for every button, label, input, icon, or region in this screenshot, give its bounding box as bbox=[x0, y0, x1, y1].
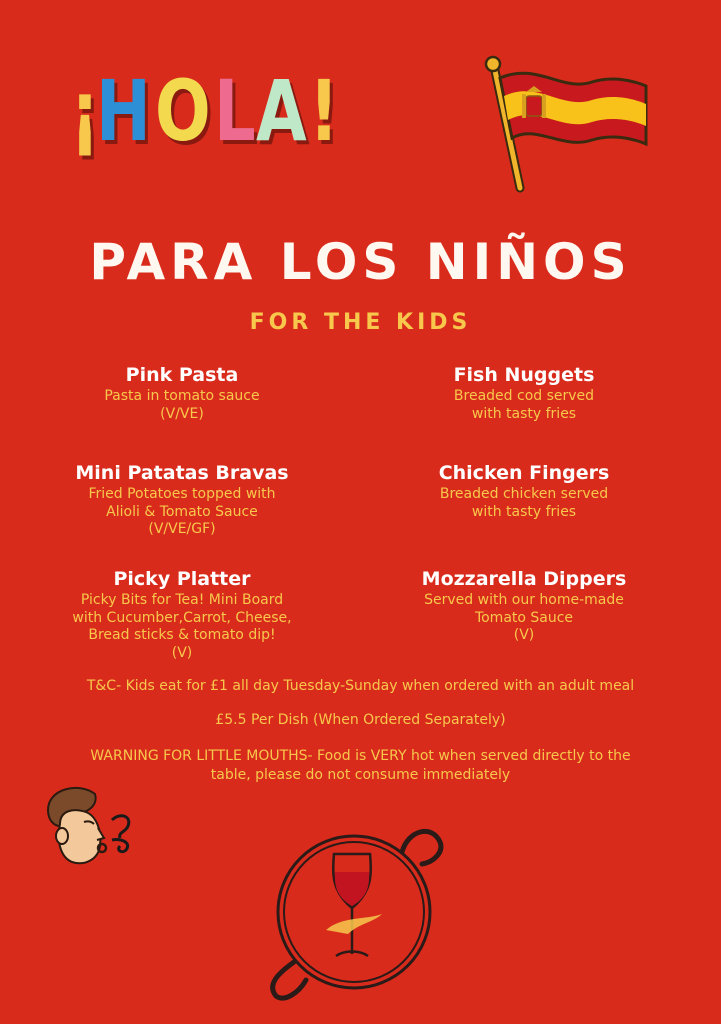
menu-item-name: Pink Pasta bbox=[125, 364, 239, 386]
hola-logo bbox=[70, 60, 339, 160]
spain-flag-icon bbox=[482, 52, 652, 197]
page-subtitle: FOR THE KIDS bbox=[249, 310, 472, 335]
menu-item bbox=[374, 566, 674, 645]
menu-item bbox=[374, 362, 674, 423]
price-note: £5.5 Per Dish (When Ordered Separately) bbox=[215, 712, 506, 728]
menu-item-name: Picky Platter bbox=[113, 568, 251, 590]
blowing-face-icon bbox=[40, 780, 140, 870]
hola-letter: L bbox=[214, 62, 256, 160]
paella-pan-logo bbox=[262, 812, 452, 1002]
menu-item-desc: Breaded chicken served with tasty fries bbox=[439, 486, 609, 520]
menu-item-desc: Served with our home-made Tomato Sauce (V) bbox=[424, 592, 624, 643]
menu-item-name: Mini Patatas Bravas bbox=[75, 462, 289, 484]
warning-note-line2: table, please do not consume immediately bbox=[210, 767, 511, 783]
menu-item-name: Chicken Fingers bbox=[438, 462, 610, 484]
menu-item-desc: Fried Potatoes topped with Alioli & Tomato Sauce (V/VE/GF) bbox=[88, 486, 276, 537]
hola-letter: A bbox=[255, 62, 307, 160]
menu-item bbox=[32, 566, 332, 662]
menu-item-name: Mozzarella Dippers bbox=[421, 568, 627, 590]
hola-letter: ¡ bbox=[70, 62, 100, 160]
hola-letter: ! bbox=[308, 62, 339, 160]
menu-item bbox=[374, 460, 674, 521]
menu-item bbox=[32, 362, 332, 423]
menu-item bbox=[32, 460, 332, 539]
menu-item-desc: Breaded cod served with tasty fries bbox=[453, 388, 595, 422]
menu-item-desc: Pasta in tomato sauce (V/VE) bbox=[104, 388, 260, 422]
warning-note-line1: WARNING FOR LITTLE MOUTHS- Food is VERY hot when served directly to the bbox=[90, 748, 631, 764]
menu-item-desc: Picky Bits for Tea! Mini Board with Cucumber,Carrot, Cheese, Bread sticks & tomato dip! (V) bbox=[72, 592, 292, 661]
menu-item-name: Fish Nuggets bbox=[453, 364, 595, 386]
hola-letter: O bbox=[154, 62, 211, 160]
page-title: PARA LOS NIÑOS bbox=[89, 233, 632, 291]
terms-note: T&C- Kids eat for £1 all day Tuesday-Sunday when ordered with an adult meal bbox=[86, 678, 635, 694]
hola-letter: H bbox=[96, 62, 152, 160]
